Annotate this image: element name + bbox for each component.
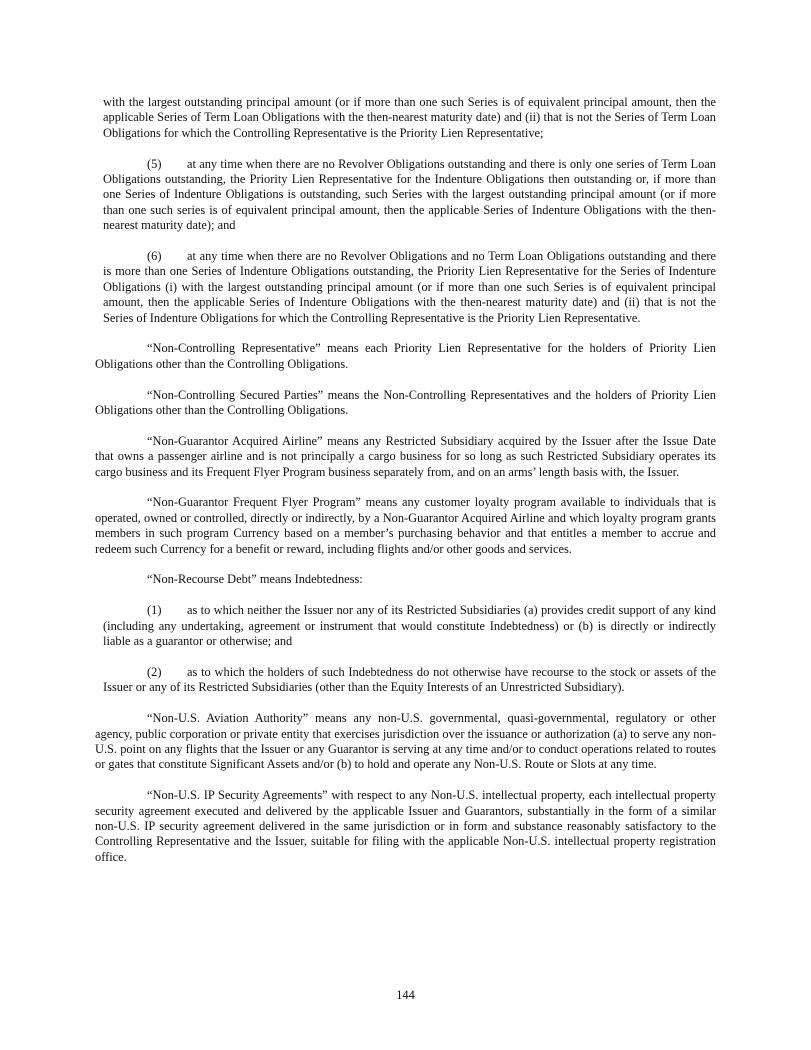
recourse-item-2 bbox=[103, 665, 716, 696]
definition-non-guarantor-frequent-flyer-program: “Non-Guarantor Frequent Flyer Program” means any customer loyalty program available to individuals that is operated, owned or controlled, directly or indirectly, by a Non-Guarantor Acquired Airline and which loyalty program grants members in such program Currency based on a member’s purchasing behavior and that entitles a member to accrue and redeem such Currency for a benefit or reward, including flights and/or other goods and services. bbox=[95, 495, 716, 556]
item-number: (5) bbox=[147, 156, 162, 171]
document-page bbox=[95, 95, 716, 881]
definition-non-guarantor-acquired-airline: “Non-Guarantor Acquired Airline” means any Restricted Subsidiary acquired by the Issuer after the Issue Date that owns a passenger airline and is not principally a cargo business for so long as such Restricted Subsidiary operates its cargo business and its Frequent Flyer Program business separately from, and on an arms’ length basis with, the Issuer. bbox=[95, 433, 716, 479]
definition-non-controlling-representative: “Non-Controlling Representative” means each Priority Lien Representative for the holders of Priority Lien Obligations other than the Controlling Obligations. bbox=[95, 341, 716, 371]
item-text: as to which neither the Issuer nor any of its Restricted Subsidiaries (a) provides credit support of any kind (including any undertaking, agreement or instrument that would constitute Indebtedness) or (b) is directly or indirectly liable as a guarantor or otherwise; and bbox=[103, 603, 716, 649]
item-number: (2) bbox=[147, 664, 162, 679]
list-item-6 bbox=[103, 249, 716, 326]
definition-non-controlling-secured-parties: “Non-Controlling Secured Parties” means the Non-Controlling Representatives and the holders of Priority Lien Obligations other than the Controlling Obligations. bbox=[95, 387, 716, 418]
definition-non-us-aviation-authority: “Non-U.S. Aviation Authority” means any non-U.S. governmental, quasi-governmental, regulatory or other agency, public corporation or private entity that exercises jurisdiction over the issuance or authorization (a) to serve any non-U.S. point on any flights that the Issuer or any Guarantor is serving at any time and/or to conduct operations related to routes or gates that constitute Significant Assets and/or (b) to hold and operate any Non-U.S. Route or Slots at any time. bbox=[95, 711, 716, 772]
definition-non-recourse-debt: “Non-Recourse Debt” means Indebtedness: bbox=[147, 572, 363, 587]
item-number: (1) bbox=[147, 603, 162, 618]
item-number: (6) bbox=[147, 249, 162, 264]
continued-paragraph: with the largest outstanding principal amount (or if more than one such Series is of equivalent principal amount, then the applicable Series of Term Loan Obligations with the then-nearest maturity date) and (ii) that is not the Series of Term Loan Obligations for which the Controlling Representative is the Priority Lien Representative; bbox=[103, 95, 716, 140]
item-text: as to which the holders of such Indebtedness do not otherwise have recourse to the stock or assets of the Issuer or any of its Restricted Subsidiaries (other than the Equity Interests of an Unrestricted Subsidiary). bbox=[103, 664, 716, 695]
list-item-5 bbox=[103, 157, 716, 234]
recourse-item-1 bbox=[103, 603, 716, 649]
item-text: at any time when there are no Revolver Obligations and no Term Loan Obligations outstanding and there is more than one Series of Indenture Obligations outstanding, the Priority Lien Representative for the Series of Indenture Obligations (i) with the largest outstanding principal amount (or if more than one such Series is of equivalent principal amount, then the applicable Series of Indenture Obligations with the then-nearest maturity date) and (ii) that is not the Series of Indenture Obligations for which the Controlling Representative is the Priority Lien Representative. bbox=[103, 249, 716, 325]
definition-non-us-ip-security-agreements: “Non-U.S. IP Security Agreements” with respect to any Non-U.S. intellectual property, each intellectual property security agreement executed and delivered by the applicable Issuer and Guarantors, substantially in the form of a similar non-U.S. IP security agreement delivered in the same jurisdiction or in form and substance reasonably satisfactory to the Controlling Representative and the Issuer, suitable for filing with the applicable Non-U.S. intellectual property registration office. bbox=[95, 788, 716, 864]
item-text: at any time when there are no Revolver Obligations outstanding and there is only one series of Term Loan Obligations outstanding, the Priority Lien Representative for the Indenture Obligations then outstanding or, if more than one Series of Indenture Obligations is outstanding, such Series with the largest outstanding principal amount (or if more than one such series is of equivalent principal amount, then the applicable Series of Indenture Obligations with the then-nearest maturity date); and bbox=[103, 156, 716, 233]
page-number: 144 bbox=[396, 988, 415, 1002]
